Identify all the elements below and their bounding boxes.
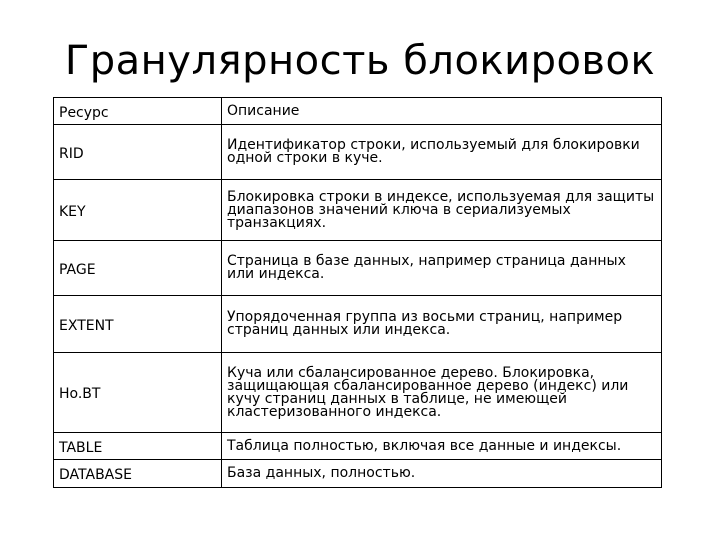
resource-cell: EXTENT (54, 296, 222, 353)
header-description: Описание (222, 98, 662, 125)
description-cell: Куча или сбалансированное дерево. Блокировка, защищающая сбалансированное дерево (индекс) или кучу страниц данных в таблице, не имеющей кластеризованного индекса. (222, 353, 662, 433)
resource-cell: Ho.BT (54, 353, 222, 433)
table-row (54, 125, 662, 180)
description-cell: Блокировка строки в индексе, используемая для защиты диапазонов значений ключа в сериализуемых транзакциях. (222, 180, 662, 241)
table-header-row (54, 98, 662, 125)
table-row (54, 460, 662, 488)
resource-cell: KEY (54, 180, 222, 241)
resource-cell: DATABASE (54, 460, 222, 488)
description-cell: Идентификатор строки, используемый для блокировки одной строки в куче. (222, 125, 662, 180)
resource-cell: PAGE (54, 241, 222, 296)
resource-cell: TABLE (54, 433, 222, 460)
table-row (54, 296, 662, 353)
lock-granularity-table (53, 97, 662, 488)
table-row (54, 433, 662, 460)
description-cell: Страница в базе данных, например страница данных или индекса. (222, 241, 662, 296)
slide-title: Гранулярность блокировок (64, 38, 656, 84)
table-row (54, 241, 662, 296)
description-cell: Таблица полностью, включая все данные и индексы. (222, 433, 662, 460)
description-cell: База данных, полностью. (222, 460, 662, 488)
header-resource: Ресурс (54, 98, 222, 125)
table-row (54, 180, 662, 241)
table-row (54, 353, 662, 433)
description-cell: Упорядоченная группа из восьми страниц, например страниц данных или индекса. (222, 296, 662, 353)
resource-cell: RID (54, 125, 222, 180)
